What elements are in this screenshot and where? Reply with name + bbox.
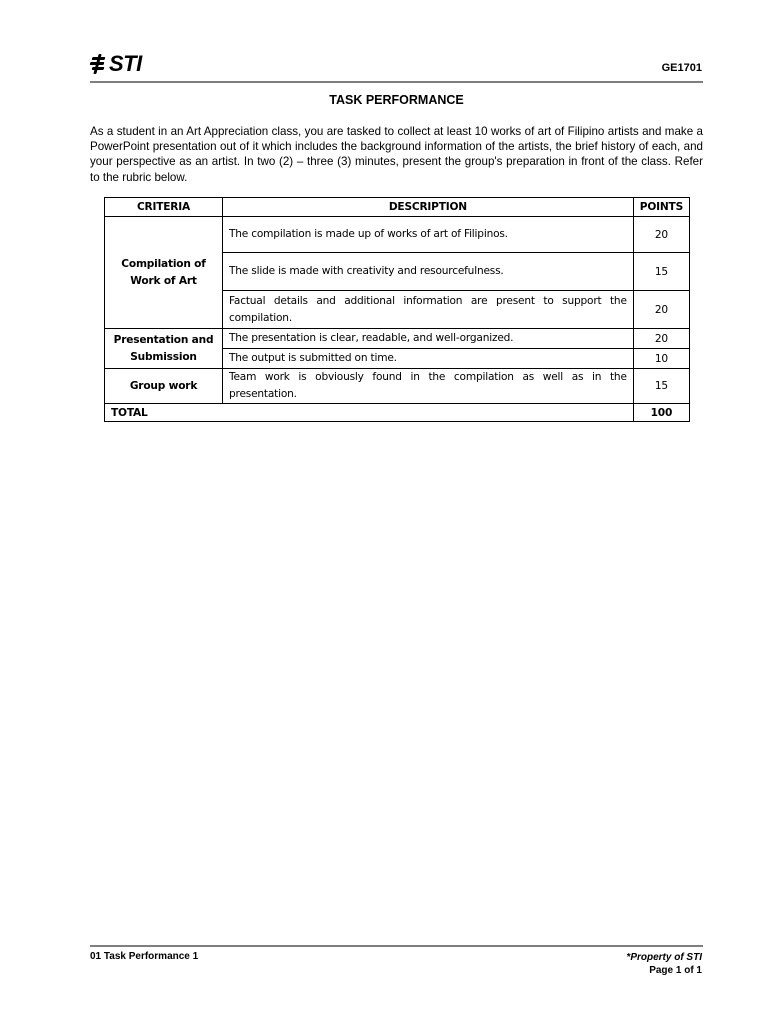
document-code: GE1701 [661,62,702,74]
description-header: DESCRIPTION [223,198,634,217]
page-number: Page 1 of 1 [649,965,702,976]
points-cell: 20 [633,329,689,349]
points-cell: 15 [633,369,689,404]
description-cell: The compilation is made up of works of art of Filipinos. [223,217,634,253]
criteria-header: CRITERIA [105,198,223,217]
total-row [105,404,690,422]
description-cell: The slide is made with creativity and resourcefulness. [223,253,634,291]
table-row [105,369,690,404]
total-points: 100 [633,404,689,422]
sti-logo-mark-icon [90,54,108,74]
footer-divider [90,945,703,947]
points-cell: 20 [633,291,689,329]
footer-right-block [626,951,702,977]
sti-logo [90,52,142,76]
points-cell: 10 [633,349,689,369]
rubric-header-row [105,198,690,217]
footer-document-label: 01 Task Performance 1 [90,951,199,962]
criteria-cell: Presentation and Submission [105,329,223,369]
points-cell: 15 [633,253,689,291]
page-header [90,52,702,82]
total-label: TOTAL [105,404,634,422]
description-cell: Factual details and additional information are present to support the compilation. [223,291,634,329]
description-cell: The output is submitted on time. [223,349,634,369]
rubric-table [104,197,690,422]
header-divider [90,81,703,83]
page-title: TASK PERFORMANCE [329,93,464,107]
description-cell: Team work is obviously found in the compilation as well as in the presentation. [223,369,634,404]
logo-text: STI [109,51,142,76]
instructions-paragraph: As a student in an Art Appreciation class, you are tasked to collect at least 10 works of art of Filipino artists and make a PowerPoint presentation out of it which includes the background information of the artists, the brief history of each, and your perspective as an artist. In two (2) – three (3) minutes, present the group's preparation in front of the class. Refer to the rubric below. [90,125,703,184]
property-notice: *Property of STI [626,952,702,963]
criteria-cell: Compilation of Work of Art [105,217,223,329]
criteria-cell: Group work [105,369,223,404]
table-row [105,217,690,253]
points-cell: 20 [633,217,689,253]
table-row [105,329,690,349]
description-cell: The presentation is clear, readable, and well-organized. [223,329,634,349]
points-header: POINTS [633,198,689,217]
